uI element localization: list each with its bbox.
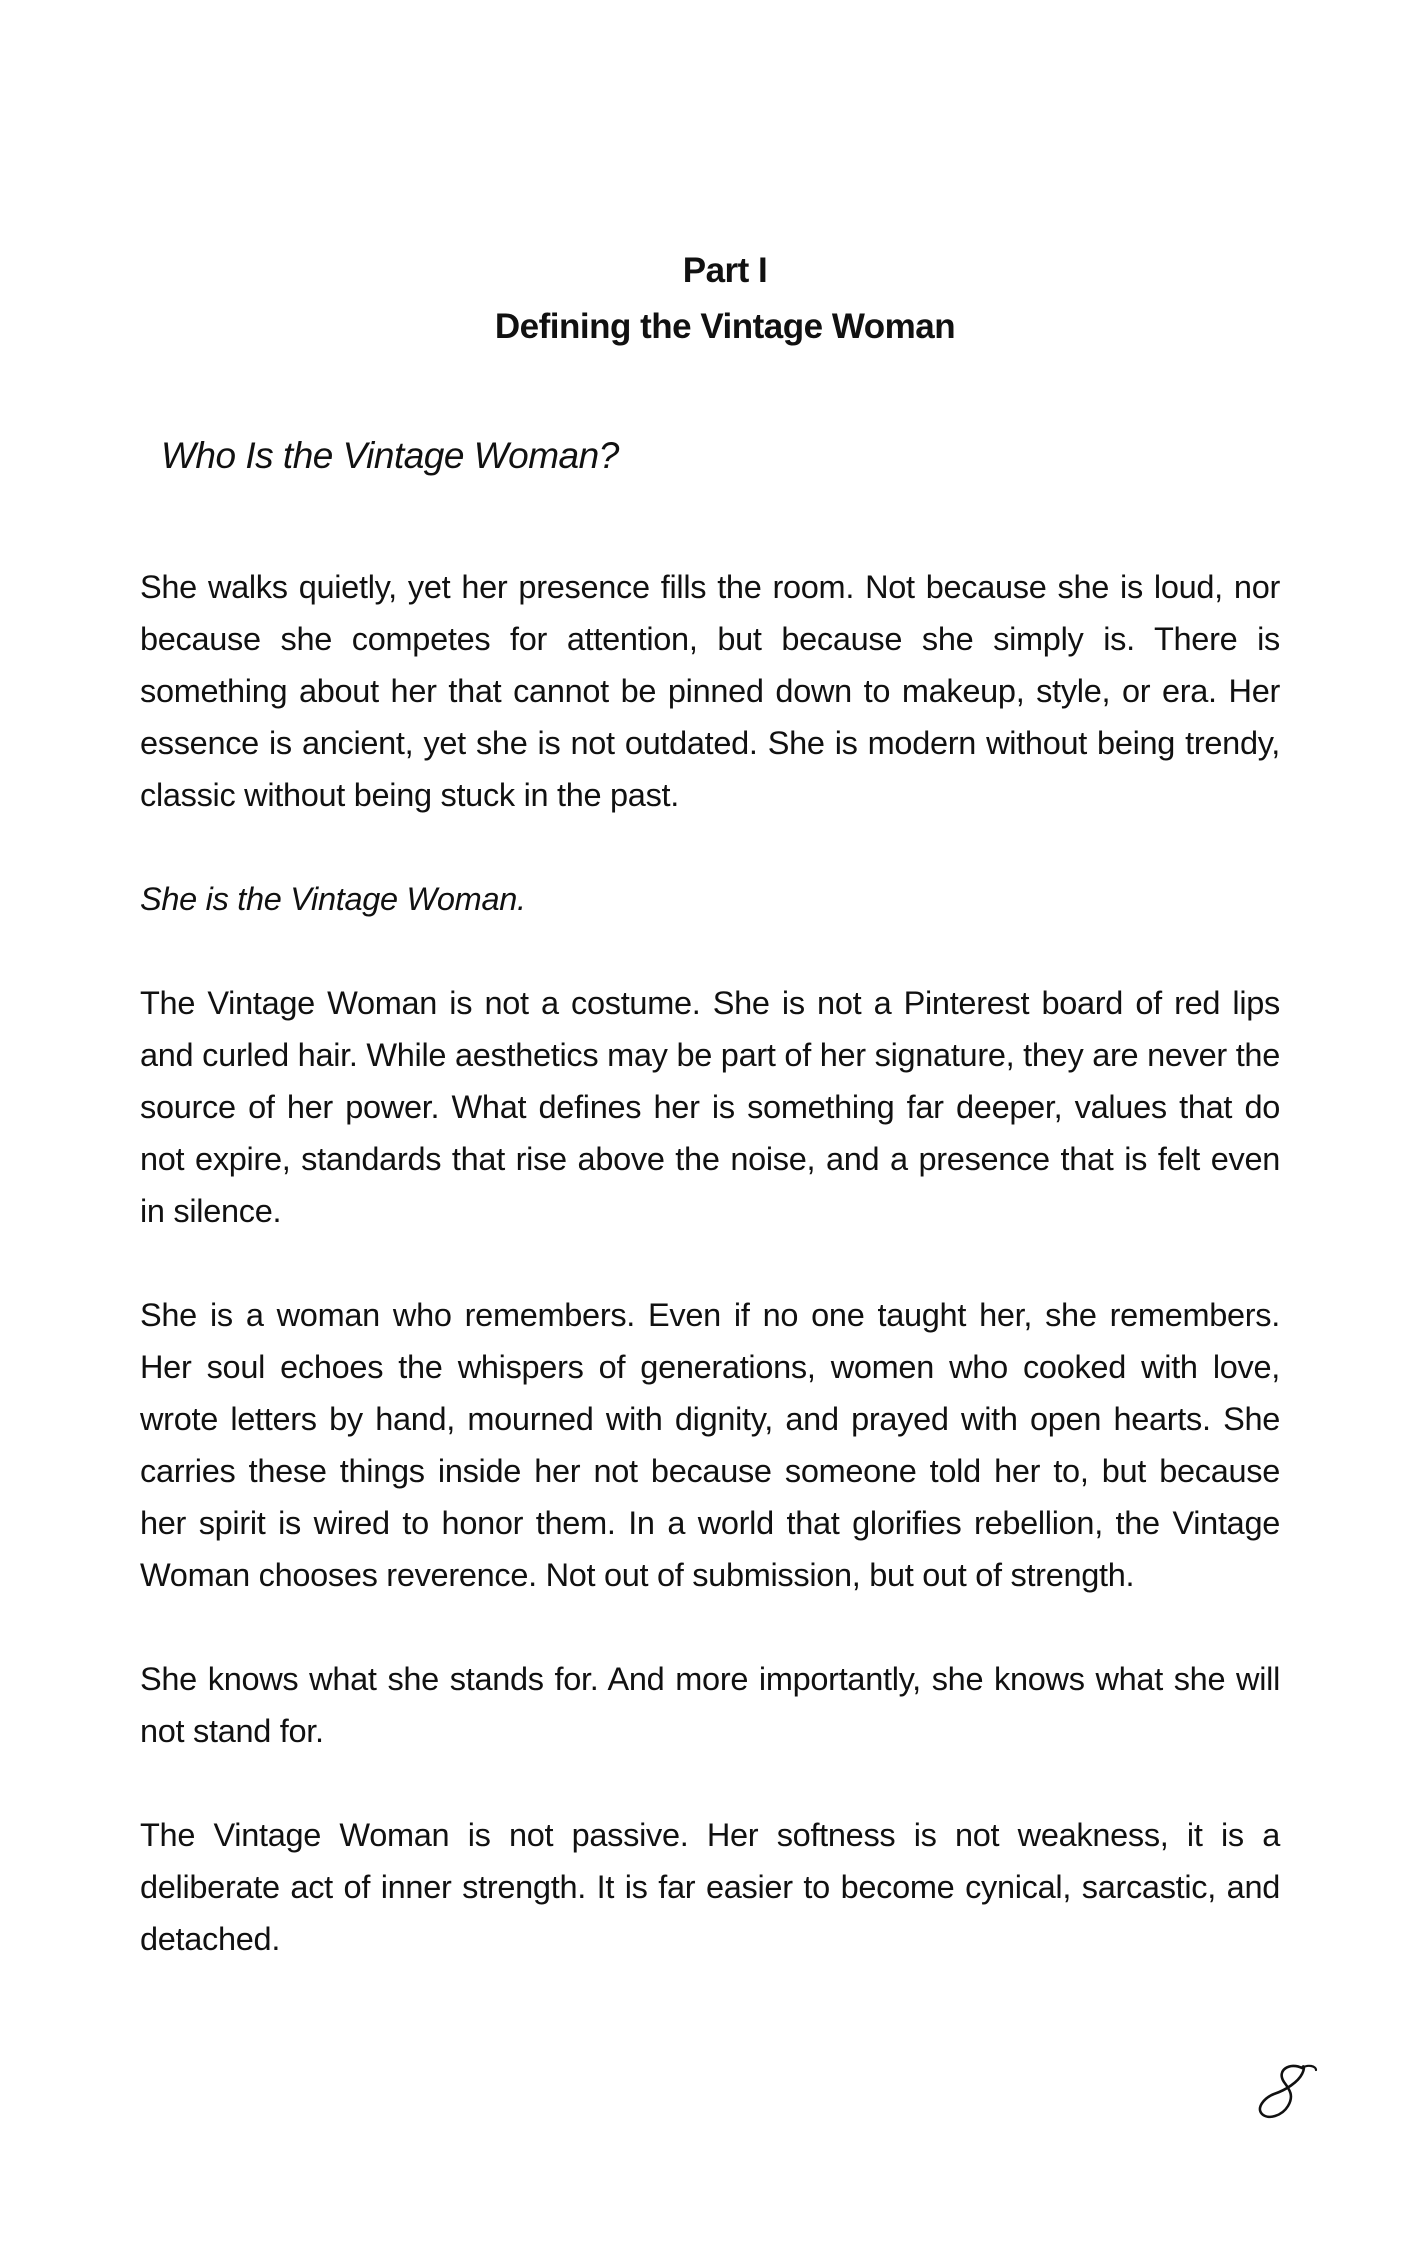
paragraph: The Vintage Woman is not a costume. She is not a Pinterest board of red lips and curled hair. While aesthetics may be part of her signature, they are never the source of her power. What defines her is something far deeper, values that do not expire, standards that rise above the noise, and a presence that is felt even in silence.	[140, 985, 1280, 1229]
chapter-heading	[140, 243, 1310, 355]
page-number	[1250, 2060, 1320, 2130]
paragraph: The Vintage Woman is not passive. Her softness is not weakness, it is a deliberate act of inner strength. It is far easier to become cynical, sarcastic, and detached.	[140, 1817, 1280, 1957]
body-text	[140, 561, 1280, 2017]
page-number-text: 8	[1250, 2060, 1251, 2061]
paragraph: She knows what she stands for. And more importantly, she knows what she will not stand for.	[140, 1661, 1280, 1749]
chapter-title: Defining the Vintage Woman	[494, 307, 956, 346]
section-title: Who Is the Vintage Woman?	[161, 435, 619, 476]
part-label: Part I	[682, 251, 768, 290]
paragraph-italic: She is the Vintage Woman.	[140, 881, 526, 917]
paragraph: She is a woman who remembers. Even if no one taught her, she remembers. Her soul echoes the whispers of generations, women who cooked with love, wrote letters by hand, mourned with dignity, and prayed with open hearts. She carries these things inside her not because someone told her to, but because her spirit is wired to honor them. In a world that glorifies rebellion, the Vintage Woman chooses reverence. Not out of submission, but out of strength.	[140, 1297, 1280, 1593]
page-number-glyph	[1260, 2066, 1304, 2117]
paragraph: She walks quietly, yet her presence fills the room. Not because she is loud, nor because she competes for attention, but because she simply is. There is something about her that cannot be pinned down to makeup, style, or era. Her essence is ancient, yet she is not outdated. She is modern without being trendy, classic without being stuck in the past.	[140, 569, 1280, 813]
